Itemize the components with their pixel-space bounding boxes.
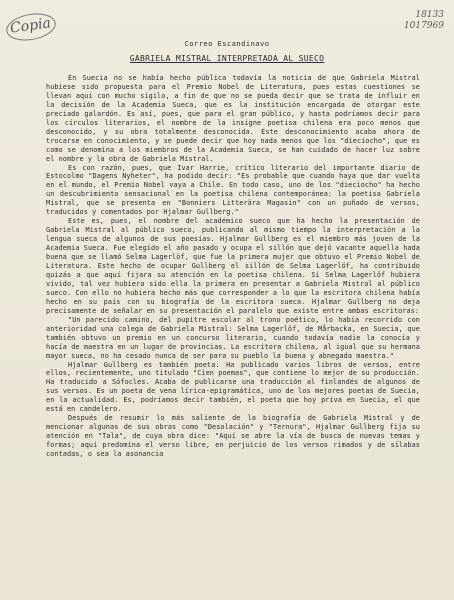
reference-number-top: 18133 — [415, 10, 444, 20]
paragraph: Hjalmar Gullberg es también poeta. Ha publicado varios libros de versos, entre ellos, recientemente, uno titulado "Cien poemas", que contiene lo mejor de su producción. Ha traducido a Sófocles. Acaba de publicarse una traducción al finlandés de algunos de sus versos. Es un poeta de vena lírica-epigramática, uno de los mejores poetas de Suecia, en la actualidad. Es, podríamos decir también, el poeta que hoy priva en Suecia, el que está en candelero. — [46, 360, 420, 414]
article-title: GABRIELA MISTRAL INTERPRETADA AL SUECO — [129, 54, 325, 63]
section-title: Correo Escandinavo — [184, 40, 270, 48]
paragraph: Este es, pues, el nombre del académico sueco que ha hecho la presentación de Gabriela Mistral al público sueco, publicando al mismo tiempo la interpretación a la lengua sueca de algunos de sus poesías. Hjalmar Gullberg es el miembro más joven de la Academia Sueca. Fue elegido el año pasado y ocupa el sillón que dejó vacante aquella hada buena que se llamó Selma Lagerlöf, que fue la primera mujer que obtuvo el Premio Nobel de Literatura. Este hecho de ocupar Gullberg el sillón de Selma Lagerlöf, ha contribuido quizás a que aquí fijara su atención en la poetisa chilena. Si Selma Lagerlöf hubiera vivido, tal vez hubiera sido ella la primera en presentar a Gabriela Mistral al público sueco. Con ello no hubiera hecho más que corresponder a lo que la escritora chilena había hecho en su país con su biografía de la escritora sueca. Hjalmar Gullberg no deja precisamente de señalar en su presentación el paralelo que existe entre ambas escritoras: — [46, 217, 420, 315]
handwritten-reference-number — [404, 10, 444, 32]
paragraph: En Suecia no se había hecho pública todavía la noticia de que Gabriela Mistral hubiese sido propuesta para el Premio Nobel de Literatura, pues estas cuestiones se llevan aquí con mucho sigilo, a fin de que no se pueda decir que se trata de influir en la decisión de la Academia Sueca, que es la institución encargada de otorgar este preciado galardón. Es así, pues, que para el gran público, y hasta podríamos decir para los círculos literarios, el nombre de la insigne poetisa chilena era poco menos que desconocido, y su obra totalmente desconocida. Este desconocimiento acaba ahora de trocarse en conocimiento, y se puede decir que hoy nada menos que los "dieciocho", que es como se denomina a los miembros de la Academia Sueca, se han cuidado de hacer luz sobre el nombre y la obra de Gabriela Mistral. — [46, 74, 420, 163]
reference-number-bottom: 1017969 — [403, 21, 444, 31]
document-header — [0, 40, 454, 63]
handwritten-copia-note: Copia — [9, 15, 52, 37]
article-body — [46, 74, 420, 459]
paragraph: Después de resumir lo más saliente de la biografía de Gabriela Mistral y de mencionar algunas de sus obras como "Desolación" y "Ternura", Hjalmar Gullberg fija su atención en "Tala", de cuya obra dice: "Aquí se abre la vía de busca de nuevas temas y formas; aquí predomina el verso libre, en perjuicio de los versos rimados y de sílabas contadas, o sea la asonancia — [46, 414, 420, 459]
paragraph: "Un parecido camino, del pupitre escolar al trono poético, lo había recorrido con anterioridad una colega de Gabriela Mistral: Selma Lagerlöf, de Mårbacka, en Suecia, que también obtuvo un premio en un concurso literario, cuando todavía nadie la conocía y hacía de maestra en un lugar de provincias. La escritora chilena, al igual que su hermana mayor sueca, no ha cesado nunca de ser para su pueblo la buena y abnegada maestra." — [46, 315, 420, 360]
paragraph: Es con razón, pues, que Ivar Harrie, crítico literario del importante diario de Estocolmo "Dagens Nyheter", ha podido decir: "Es probable que cuando haya que dar vuelta en el mundo, el Premio Nobel vaya a Chile. En todo caso, uno de los "dieciocho" ha hecho un descubrimiento sensacional en la poetisa chilena contemporánea: la poetisa Gabriela Mistral, que se presenta en "Bonniers Litterära Magasin" con un puñado de versos, traducidos y comentados por Hjalmar Gullberg." — [46, 163, 420, 217]
